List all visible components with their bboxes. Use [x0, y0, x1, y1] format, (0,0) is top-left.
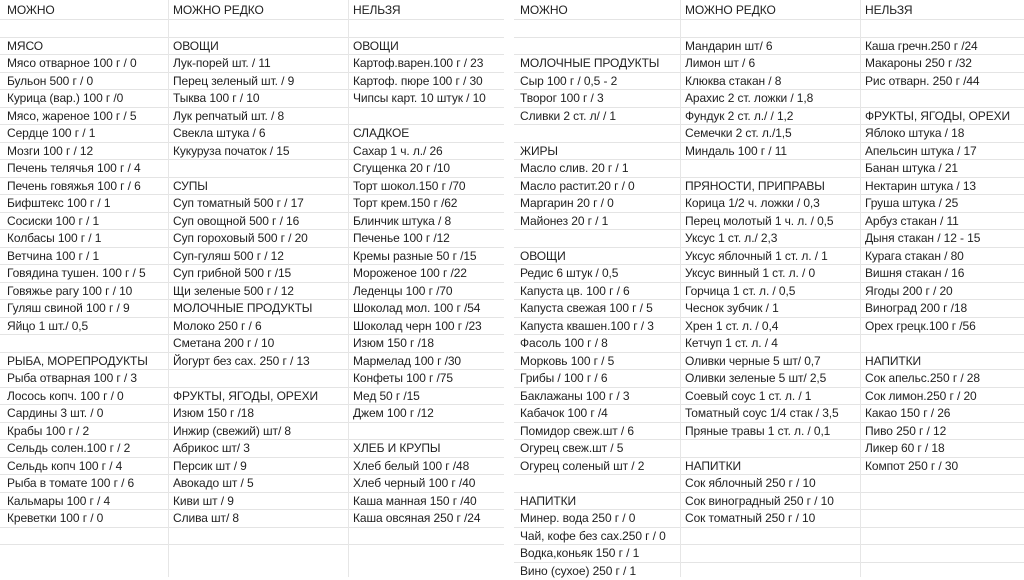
table-cell-forbidden: Какао 150 г / 26 — [862, 405, 1024, 423]
table-cell-forbidden: Блинчик штука / 8 — [350, 213, 504, 231]
table-cell-rarely: Оливки зеленые 5 шт/ 2,5 — [682, 370, 902, 388]
table-cell-forbidden: Пиво 250 г / 12 — [862, 423, 1024, 441]
table-cell-rarely: ПРЯНОСТИ, ПРИПРАВЫ — [682, 178, 902, 196]
table-cell-forbidden: НАПИТКИ — [862, 353, 1024, 371]
table-cell-allowed: Сельдь солен.100 г / 2 — [4, 440, 210, 458]
table-cell-allowed: Курица (вар.) 100 г /0 — [4, 90, 210, 108]
right-food-table — [514, 0, 1024, 577]
table-cell-allowed: Мозги 100 г / 12 — [4, 143, 210, 161]
table-cell-rarely: ФРУКТЫ, ЯГОДЫ, ОРЕХИ — [170, 388, 390, 406]
table-cell-allowed: Минер. вода 250 г / 0 — [517, 510, 722, 528]
table-cell-allowed: Печень говяжья 100 г / 6 — [4, 178, 210, 196]
table-cell-allowed: Морковь 100 г / 5 — [517, 353, 722, 371]
table-cell-forbidden: Груша штука / 25 — [862, 195, 1024, 213]
table-cell-allowed: Креветки 100 г / 0 — [4, 510, 210, 528]
table-cell-rarely: Арахис 2 ст. ложки / 1,8 — [682, 90, 902, 108]
table-cell-forbidden: Хлеб белый 100 г /48 — [350, 458, 504, 476]
table-cell-allowed: Крабы 100 г / 2 — [4, 423, 210, 441]
table-cell-rarely: Лук-порей шт. / 11 — [170, 55, 390, 73]
table-cell-forbidden: ФРУКТЫ, ЯГОДЫ, ОРЕХИ — [862, 108, 1024, 126]
table-cell-allowed: Огурец соленый шт / 2 — [517, 458, 722, 476]
table-cell-rarely: МОЛОЧНЫЕ ПРОДУКТЫ — [170, 300, 390, 318]
table-cell-rarely: Оливки черные 5 шт/ 0,7 — [682, 353, 902, 371]
column-header-rarely: МОЖНО РЕДКО — [170, 2, 350, 20]
table-cell-rarely: Щи зеленые 500 г / 12 — [170, 283, 390, 301]
table-cell-forbidden: Каша манная 150 г /40 — [350, 493, 504, 511]
table-cell-allowed: Сыр 100 г / 0,5 - 2 — [517, 73, 722, 91]
table-cell-rarely: Суп-гуляш 500 г / 12 — [170, 248, 390, 266]
table-cell-allowed: Помидор свеж.шт / 6 — [517, 423, 722, 441]
table-cell-forbidden: Чипсы карт. 10 штук / 10 — [350, 90, 504, 108]
table-cell-allowed: Мясо отварное 100 г / 0 — [4, 55, 210, 73]
table-cell-allowed: Колбасы 100 г / 1 — [4, 230, 210, 248]
table-cell-forbidden: Орех грецк.100 г /56 — [862, 318, 1024, 336]
table-cell-rarely: Персик шт / 9 — [170, 458, 390, 476]
table-cell-forbidden: Компот 250 г / 30 — [862, 458, 1024, 476]
table-cell-forbidden: Шоколад черн 100 г /23 — [350, 318, 504, 336]
table-cell-rarely: Изюм 150 г /18 — [170, 405, 390, 423]
table-cell-rarely: Миндаль 100 г / 11 — [682, 143, 902, 161]
table-cell-rarely: Киви шт / 9 — [170, 493, 390, 511]
left-food-table — [0, 0, 504, 577]
table-cell-forbidden: Банан штука / 21 — [862, 160, 1024, 178]
table-cell-allowed: РЫБА, МОРЕПРОДУКТЫ — [4, 353, 210, 371]
table-cell-rarely: Перец молотый 1 ч. л. / 0,5 — [682, 213, 902, 231]
table-cell-allowed: Маргарин 20 г / 0 — [517, 195, 722, 213]
table-cell-rarely: Авокадо шт / 5 — [170, 475, 390, 493]
table-cell-rarely: Суп гороховый 500 г / 20 — [170, 230, 390, 248]
table-cell-allowed: Сосиски 100 г / 1 — [4, 213, 210, 231]
table-cell-forbidden: Виноград 200 г /18 — [862, 300, 1024, 318]
table-cell-forbidden: СЛАДКОЕ — [350, 125, 504, 143]
table-cell-allowed: Редис 6 штук / 0,5 — [517, 265, 722, 283]
table-cell-forbidden: Макароны 250 г /32 — [862, 55, 1024, 73]
table-cell-allowed: Капуста цв. 100 г / 6 — [517, 283, 722, 301]
table-cell-forbidden: ОВОЩИ — [350, 38, 504, 56]
table-cell-rarely: Молоко 250 г / 6 — [170, 318, 390, 336]
table-cell-rarely: Тыква 100 г / 10 — [170, 90, 390, 108]
table-cell-forbidden: Джем 100 г /12 — [350, 405, 504, 423]
table-cell-allowed: Гуляш свиной 100 г / 9 — [4, 300, 210, 318]
table-cell-allowed: МЯСО — [4, 38, 210, 56]
table-cell-forbidden: Шоколад мол. 100 г /54 — [350, 300, 504, 318]
table-cell-rarely: Семечки 2 ст. л./1,5 — [682, 125, 902, 143]
table-cell-allowed: Капуста квашен.100 г / 3 — [517, 318, 722, 336]
table-cell-forbidden: Изюм 150 г /18 — [350, 335, 504, 353]
table-cell-rarely: Корица 1/2 ч. ложки / 0,3 — [682, 195, 902, 213]
table-cell-forbidden: Конфеты 100 г /75 — [350, 370, 504, 388]
column-header-forbidden: НЕЛЬЗЯ — [862, 2, 1024, 20]
table-cell-rarely: Горчица 1 ст. л. / 0,5 — [682, 283, 902, 301]
table-cell-rarely: Лимон шт / 6 — [682, 55, 902, 73]
table-cell-allowed: Бифштекс 100 г / 1 — [4, 195, 210, 213]
table-cell-rarely: Сок яблочный 250 г / 10 — [682, 475, 902, 493]
table-cell-forbidden: Сок апельс.250 г / 28 — [862, 370, 1024, 388]
table-cell-rarely: Клюква стакан / 8 — [682, 73, 902, 91]
table-cell-forbidden: Торт крем.150 г /62 — [350, 195, 504, 213]
table-cell-allowed: Кабачок 100 г /4 — [517, 405, 722, 423]
table-cell-forbidden: Вишня стакан / 16 — [862, 265, 1024, 283]
table-cell-rarely: Фундук 2 ст. л./ / 1,2 — [682, 108, 902, 126]
table-cell-rarely: Абрикос шт/ 3 — [170, 440, 390, 458]
table-cell-forbidden: Картоф.варен.100 г / 23 — [350, 55, 504, 73]
table-cell-allowed: Водка,коньяк 150 г / 1 — [517, 545, 722, 563]
table-cell-allowed: Капуста свежая 100 г / 5 — [517, 300, 722, 318]
table-cell-forbidden: Ягоды 200 г / 20 — [862, 283, 1024, 301]
column-header-allowed: МОЖНО — [517, 2, 682, 20]
table-cell-forbidden: Сок лимон.250 г / 20 — [862, 388, 1024, 406]
table-cell-forbidden: Ликер 60 г / 18 — [862, 440, 1024, 458]
table-cell-rarely: Сок томатный 250 г / 10 — [682, 510, 902, 528]
table-cell-rarely: Чеснок зубчик / 1 — [682, 300, 902, 318]
table-cell-allowed: Бульон 500 г / 0 — [4, 73, 210, 91]
table-cell-forbidden: Картоф. пюре 100 г / 30 — [350, 73, 504, 91]
grid-line — [0, 544, 504, 545]
table-divider — [505, 0, 514, 577]
table-cell-rarely: Слива шт/ 8 — [170, 510, 390, 528]
table-cell-allowed: Фасоль 100 г / 8 — [517, 335, 722, 353]
table-cell-allowed: МОЛОЧНЫЕ ПРОДУКТЫ — [517, 55, 722, 73]
table-cell-allowed: Сардины 3 шт. / 0 — [4, 405, 210, 423]
table-cell-rarely: Уксус яблочный 1 ст. л. / 1 — [682, 248, 902, 266]
table-cell-allowed: Кальмары 100 г / 4 — [4, 493, 210, 511]
table-cell-allowed: Чай, кофе без сах.250 г / 0 — [517, 528, 722, 546]
table-cell-rarely: Свекла штука / 6 — [170, 125, 390, 143]
table-cell-forbidden: ХЛЕБ И КРУПЫ — [350, 440, 504, 458]
table-cell-rarely: Томатный соус 1/4 стак / 3,5 — [682, 405, 902, 423]
table-cell-forbidden: Рис отварн. 250 г /44 — [862, 73, 1024, 91]
table-cell-allowed: Огурец свеж.шт / 5 — [517, 440, 722, 458]
table-cell-forbidden: Кремы разные 50 г /15 — [350, 248, 504, 266]
table-cell-allowed: Яйцо 1 шт./ 0,5 — [4, 318, 210, 336]
table-cell-rarely: Суп овощной 500 г / 16 — [170, 213, 390, 231]
table-cell-allowed: Вино (сухое) 250 г / 1 — [517, 563, 722, 580]
table-cell-forbidden: Яблоко штука / 18 — [862, 125, 1024, 143]
table-cell-rarely: ОВОЩИ — [170, 38, 390, 56]
table-cell-allowed: Говядина тушен. 100 г / 5 — [4, 265, 210, 283]
table-cell-rarely: Суп грибной 500 г /15 — [170, 265, 390, 283]
table-cell-forbidden: Мед 50 г /15 — [350, 388, 504, 406]
table-cell-forbidden: Каша овсяная 250 г /24 — [350, 510, 504, 528]
table-cell-rarely: Соевый соус 1 ст. л. / 1 — [682, 388, 902, 406]
table-cell-rarely: СУПЫ — [170, 178, 390, 196]
table-cell-forbidden: Каша гречн.250 г /24 — [862, 38, 1024, 56]
table-cell-rarely: НАПИТКИ — [682, 458, 902, 476]
table-cell-forbidden: Дыня стакан / 12 - 15 — [862, 230, 1024, 248]
table-cell-forbidden: Арбуз стакан / 11 — [862, 213, 1024, 231]
table-cell-forbidden: Сахар 1 ч. л./ 26 — [350, 143, 504, 161]
table-cell-rarely: Мандарин шт/ 6 — [682, 38, 902, 56]
table-cell-allowed: Мясо, жареное 100 г / 5 — [4, 108, 210, 126]
table-cell-rarely: Йогурт без сах. 250 г / 13 — [170, 353, 390, 371]
table-cell-allowed: Масло слив. 20 г / 1 — [517, 160, 722, 178]
table-cell-rarely: Суп томатный 500 г / 17 — [170, 195, 390, 213]
column-header-allowed: МОЖНО — [4, 2, 170, 20]
table-cell-allowed: Творог 100 г / 3 — [517, 90, 722, 108]
table-cell-rarely: Хрен 1 ст. л. / 0,4 — [682, 318, 902, 336]
table-cell-rarely: Сметана 200 г / 10 — [170, 335, 390, 353]
table-cell-forbidden: Сгущенка 20 г /10 — [350, 160, 504, 178]
table-cell-allowed: Сливки 2 ст. л/ / 1 — [517, 108, 722, 126]
table-cell-rarely: Пряные травы 1 ст. л. / 0,1 — [682, 423, 902, 441]
table-cell-forbidden: Апельсин штука / 17 — [862, 143, 1024, 161]
table-cell-allowed: Сельдь копч 100 г / 4 — [4, 458, 210, 476]
table-cell-rarely: Уксус винный 1 ст. л. / 0 — [682, 265, 902, 283]
table-cell-rarely: Сок виноградный 250 г / 10 — [682, 493, 902, 511]
table-cell-rarely: Инжир (свежий) шт/ 8 — [170, 423, 390, 441]
table-cell-rarely: Уксус 1 ст. л./ 2,3 — [682, 230, 902, 248]
table-cell-allowed: Масло растит.20 г / 0 — [517, 178, 722, 196]
table-cell-forbidden: Хлеб черный 100 г /40 — [350, 475, 504, 493]
table-cell-allowed: Лосось копч. 100 г / 0 — [4, 388, 210, 406]
table-cell-forbidden: Курага стакан / 80 — [862, 248, 1024, 266]
table-cell-allowed: Печень телячья 100 г / 4 — [4, 160, 210, 178]
table-cell-allowed: Рыба отварная 100 г / 3 — [4, 370, 210, 388]
table-cell-allowed: ОВОЩИ — [517, 248, 722, 266]
table-cell-forbidden: Леденцы 100 г /70 — [350, 283, 504, 301]
column-header-rarely: МОЖНО РЕДКО — [682, 2, 862, 20]
table-cell-forbidden: Торт шокол.150 г /70 — [350, 178, 504, 196]
table-cell-rarely: Кетчуп 1 ст. л. / 4 — [682, 335, 902, 353]
table-cell-allowed: НАПИТКИ — [517, 493, 722, 511]
table-cell-allowed: Майонез 20 г / 1 — [517, 213, 722, 231]
column-header-forbidden: НЕЛЬЗЯ — [350, 2, 504, 20]
table-cell-allowed: Сердце 100 г / 1 — [4, 125, 210, 143]
table-cell-forbidden: Мармелад 100 г /30 — [350, 353, 504, 371]
table-cell-allowed: ЖИРЫ — [517, 143, 722, 161]
table-cell-allowed: Ветчина 100 г / 1 — [4, 248, 210, 266]
table-cell-allowed: Грибы / 100 г / 6 — [517, 370, 722, 388]
table-cell-rarely: Лук репчатый шт. / 8 — [170, 108, 390, 126]
table-cell-rarely: Кукуруза початок / 15 — [170, 143, 390, 161]
table-cell-allowed: Баклажаны 100 г / 3 — [517, 388, 722, 406]
table-cell-allowed: Рыба в томате 100 г / 6 — [4, 475, 210, 493]
table-cell-forbidden: Печенье 100 г /12 — [350, 230, 504, 248]
table-cell-allowed: Говяжье рагу 100 г / 10 — [4, 283, 210, 301]
table-cell-forbidden: Мороженое 100 г /22 — [350, 265, 504, 283]
table-cell-forbidden: Нектарин штука / 13 — [862, 178, 1024, 196]
table-cell-rarely: Перец зеленый шт. / 9 — [170, 73, 390, 91]
